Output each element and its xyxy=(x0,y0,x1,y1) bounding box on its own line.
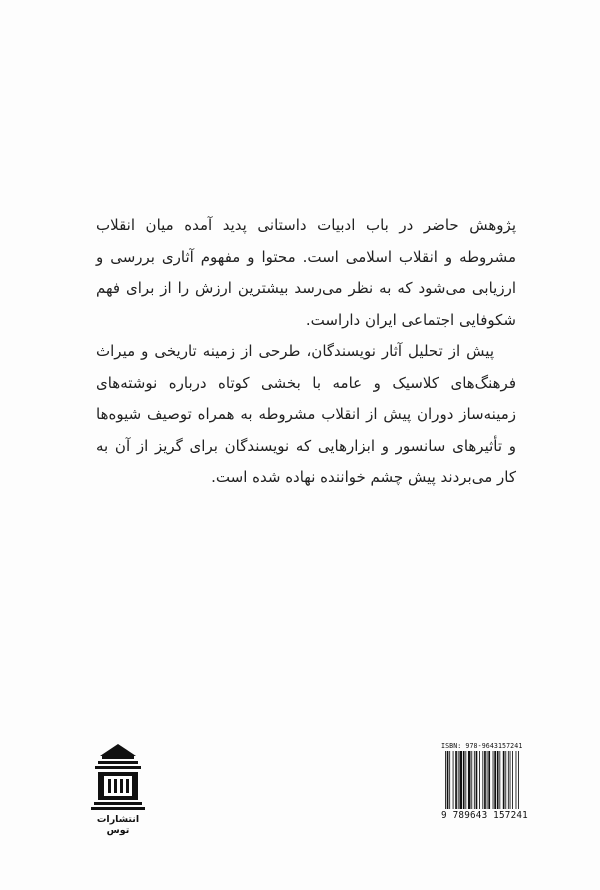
isbn-label: ISBN: 978-9643157241 xyxy=(441,742,523,750)
blurb-paragraph-1: پژوهش حاضر در باب ادبیات داستانی پدید آمده میان انقلاب مشروطه و انقلاب اسلامی است. محتوا و مفهوم آثاری بررسی و ارزیابی می‌شود که به نظر می‌رسد بیشترین ارزش را از برای فهم شکوفایی اجتماعی ایران داراست. xyxy=(96,216,516,329)
barcode-bar xyxy=(468,751,471,809)
barcode-bar xyxy=(476,751,478,809)
barcode-bars xyxy=(445,751,541,809)
publisher-emblem-icon xyxy=(90,742,146,812)
barcode-bar xyxy=(487,751,488,809)
barcode-bar xyxy=(494,751,496,809)
barcode-bar xyxy=(510,751,511,809)
publisher-name: انتشارات توس xyxy=(96,814,140,836)
barcode-bar xyxy=(488,751,490,809)
barcode-bar xyxy=(493,751,494,809)
barcode-bar xyxy=(512,751,513,809)
barcode-bar xyxy=(484,751,486,809)
publisher-logo xyxy=(90,742,146,842)
barcode-bar xyxy=(499,751,500,809)
barcode-bar xyxy=(516,751,517,809)
barcode-bar xyxy=(465,751,466,809)
barcode-bar xyxy=(508,751,509,809)
barcode-bar xyxy=(503,751,505,809)
barcode-bar xyxy=(453,751,454,809)
barcode-bar xyxy=(455,751,457,809)
barcode-bar xyxy=(471,751,472,809)
barcode-bar xyxy=(459,751,462,809)
barcode xyxy=(441,742,543,822)
barcode-bar xyxy=(497,751,499,809)
blurb-text xyxy=(96,210,516,494)
barcode-bar xyxy=(505,751,506,809)
blurb-paragraph-2: پیش از تحلیل آثار نویسندگان، طرحی از زمینه تاریخی و میراث فرهنگ‌های کلاسیک و عامه با بخشی کوتاه درباره نوشته‌های زمینه‌ساز دوران پیش از انقلاب مشروطه به همراه توصیف شیوه‌ها و تأثیرهای سانسور و ابزارهایی که نویسندگان برای گریز از آن به کار می‌بردند پیش چشم خواننده نهاده شده است. xyxy=(96,342,516,486)
barcode-bar xyxy=(458,751,459,809)
barcode-bar xyxy=(445,751,446,809)
barcode-bar xyxy=(474,751,475,809)
barcode-bar xyxy=(447,751,449,809)
barcode-bar xyxy=(518,751,519,809)
barcode-bar xyxy=(463,751,465,809)
barcode-bar xyxy=(482,751,483,809)
barcode-bar xyxy=(449,751,450,809)
isbn-number: 9 789643 157241 xyxy=(441,810,528,821)
barcode-bar xyxy=(479,751,480,809)
